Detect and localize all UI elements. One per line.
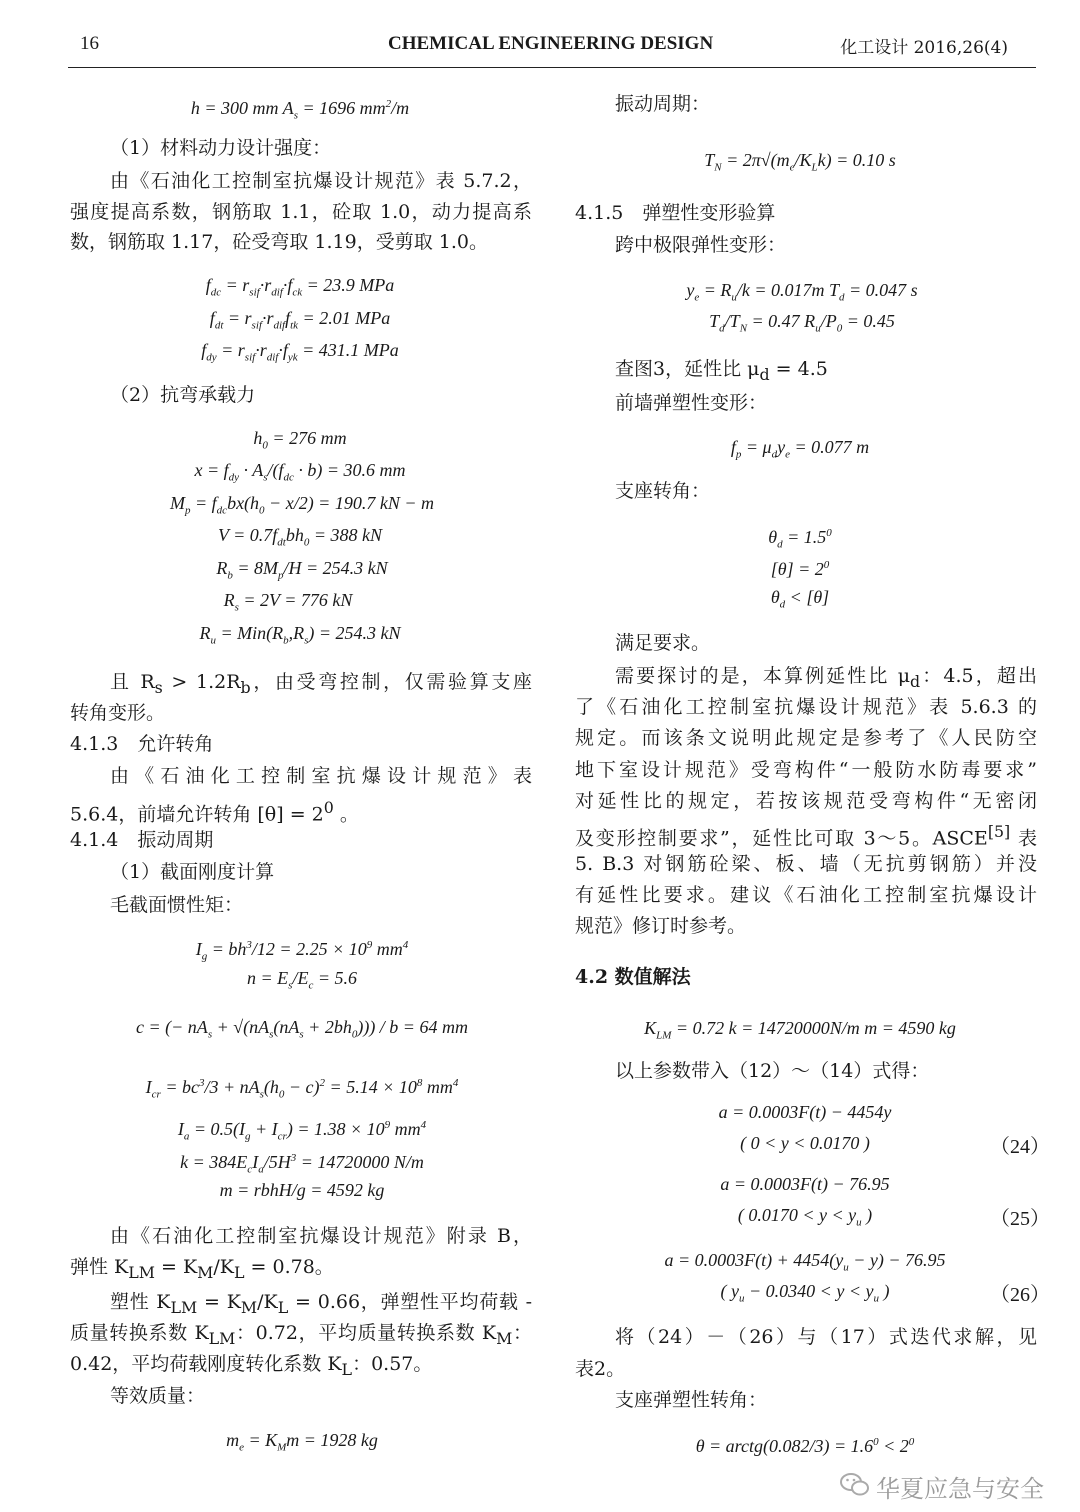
paragraph-line: 表2。	[575, 1358, 626, 1380]
section-heading: 4.1.3 允许转角	[70, 733, 214, 755]
equation: $m_e = K_Mm = 1928$ kg	[226, 1430, 378, 1454]
equation: $T_d/T_N = 0.47$ $R_u/P_0 = 0.45$	[709, 311, 895, 335]
header-rule	[68, 67, 1036, 68]
paragraph-line: 支座弹塑性转角：	[615, 1389, 768, 1411]
paragraph-line: 查图3，延性比 $\mu_d = 4.5$	[615, 358, 828, 384]
paragraph-line: 规范》修订时参考。	[575, 915, 747, 937]
paragraph-line: 5.6.4，前墙允许转角 $[\theta] = 2^0$ 。	[70, 798, 359, 826]
equation: $h_0 = 276$ mm	[253, 428, 347, 452]
equation: ( $0.0170 < y < y_u$ )	[737, 1205, 873, 1229]
section-heading: 4.1.5 弹塑性变形验算	[575, 202, 776, 224]
paragraph-line: 5. B.3 对钢筋砼梁、板、墙（无抗剪钢筋）并没	[575, 853, 1037, 875]
section-heading: 4.2 数值解法	[575, 966, 691, 988]
equation: $f_{dt} = r_{sif}\cdot r_{dif}f_{tk} = 2.01$ MPa	[209, 308, 391, 332]
equation: $f_p = \mu_dy_e = 0.077$ m	[730, 437, 870, 461]
equation: a = 0.0003F(t) − 4454y	[718, 1102, 892, 1122]
paragraph-line: （2）抗弯承载力	[110, 384, 256, 406]
paragraph-line: （1）材料动力设计强度：	[110, 137, 332, 159]
equation: $x = f_{dy} \cdot A_s/(f_{dc} \cdot b) = 30.6$ mm	[194, 460, 406, 484]
equation: $I_g = bh^3/12 = 2.25 \times 10^9$ $mm^4$	[195, 939, 409, 963]
paragraph-line: 弹性 $K_{LM} = K_M/K_L = 0.78$。	[70, 1256, 334, 1282]
equation: $M_p = f_{dc}bx(h_0 - x/2) = 190.7$ kN − m	[170, 493, 434, 517]
equation: $y_e = R_u/k = 0.017m$ $T_d = 0.047$ s	[686, 280, 918, 304]
watermark	[840, 1472, 1044, 1505]
equation: ( $y_u - 0.0340 < y < y_u$ )	[720, 1281, 890, 1305]
paragraph-line: 地下室设计规范》受弯构件“一般防水防毒要求”	[575, 759, 1037, 781]
paragraph-line: 以上参数带入（12）～（14）式得：	[615, 1060, 930, 1082]
paragraph-line: 满足要求。	[615, 632, 711, 654]
equation: $f_{dy} = r_{sif}\cdot r_{dif}\cdot f_{yk} = 431.1$ MPa	[201, 340, 399, 364]
paragraph-line: 对延性比的规定，若按该规范受弯构件“无密闭	[575, 790, 1037, 812]
paragraph-line: 由《石油化工控制室抗爆设计规范》附录 B，	[110, 1225, 532, 1247]
section-heading: 4.1.4 振动周期	[70, 829, 214, 851]
paragraph-line: 支座转角：	[615, 480, 711, 502]
journal-issue: 化工设计 2016,26(4)	[840, 38, 1008, 58]
equation: $I_{cr} = bc^3/3 + nA_s(h_0 - c)^2 = 5.14 \times 10^8$ $mm^4$	[145, 1077, 459, 1101]
equation: m = rbhH/g = 4592 kg	[219, 1180, 385, 1200]
equation: $T_N = 2\pi√(m_e/K_Lk) = 0.10$ s	[704, 150, 896, 174]
equation: $I_a = 0.5(I_g + I_{cr}) = 1.38 \times 10^9$ $mm^4$	[177, 1119, 427, 1143]
paragraph-line: 将（24）－（26）与（17）式迭代求解，见	[615, 1326, 1037, 1348]
paragraph-line: 强度提高系数，钢筋取 1.1，砼取 1.0，动力提高系	[70, 201, 532, 223]
paragraph-line: 跨中极限弹性变形：	[615, 234, 787, 256]
equation: $V = 0.7f_{dt}bh_0 = 388$ kN	[217, 525, 383, 549]
paragraph-line: 有延性比要求。建议《石油化工控制室抗爆设计	[575, 884, 1037, 906]
equation-number: （26）	[990, 1284, 1050, 1306]
paragraph-line: 等效质量：	[110, 1385, 206, 1407]
equation: h = 300 mm $A_s = 1696$ $mm^2/m$	[190, 98, 410, 122]
paragraph-line: 毛截面惯性矩：	[110, 894, 244, 916]
equation: $R_u = Min(R_b,R_s) = 254.3$ kN	[199, 623, 401, 647]
paragraph-line: 需要探讨的是，本算例延性比 $\mu_d$：4.5，超出	[615, 665, 1037, 691]
equation: $R_b = 8M_p/H = 254.3$ kN	[216, 558, 388, 582]
watermark-text: 华夏应急与安全	[876, 1474, 1044, 1503]
equation: ( 0 < y < 0.0170 )	[740, 1133, 870, 1153]
equation: $k = 384E_cI_a/5H^3 = 14720000$ N/m	[180, 1152, 424, 1176]
paragraph-line: （1）截面刚度计算	[110, 861, 275, 883]
equation: $a = 0.0003F(t) + 4454(y_u - y) - 76.95$	[664, 1250, 946, 1274]
equation: $\theta_d < [\theta]$	[770, 587, 830, 611]
paragraph-line: 塑性 $K_{LM} = K_M/K_L = 0.66$，弹塑性平均荷载 -	[110, 1291, 533, 1317]
equation: c = (− $nA_s + √(nA_s(nA_s + 2bh_0))) / b = 64$ mm	[136, 1017, 468, 1041]
equation: $R_s = 2V = 776$ kN	[223, 590, 353, 614]
equation-number: （25）	[990, 1208, 1050, 1230]
paragraph-line: 由《石油化工控制室抗爆设计规范》表 5.7.2，	[110, 170, 532, 192]
paragraph-line: 规定。而该条文说明此规定是参考了《人民防空	[575, 727, 1037, 749]
paragraph-line: 0.42，平均荷载刚度转化系数 $K_L$：0.57。	[70, 1353, 433, 1379]
paragraph-line: 由《石油化工控制室抗爆设计规范》表	[110, 765, 532, 787]
paragraph-line: 振动周期：	[615, 93, 711, 115]
equation: $\theta_d = 1.5^0$	[768, 527, 832, 551]
paragraph-line: 质量转换系数 $K_{LM}$：0.72，平均质量转换系数 $K_M$：	[70, 1322, 532, 1348]
equation: a = 0.0003F(t) − 76.95	[720, 1174, 890, 1194]
paragraph-line: 且 $R_s > 1.2R_b$，由受弯控制，仅需验算支座	[110, 671, 532, 697]
equation: $[\theta] = 2^0$	[770, 559, 830, 579]
paragraph-line: 数，钢筋取 1.17，砼受弯取 1.19，受剪取 1.0。	[70, 231, 488, 253]
paragraph-line: 前墙弹塑性变形：	[615, 392, 768, 414]
paragraph-line: 了《石油化工控制室抗爆设计规范》表 5.6.3 的	[575, 696, 1037, 718]
paragraph-line: 及变形控制要求”，延性比可取 3～5。ASCE[5] 表	[575, 822, 1037, 850]
equation-number: （24）	[990, 1136, 1050, 1158]
journal-title: CHEMICAL ENGINEERING DESIGN	[388, 33, 714, 54]
equation: $K_{LM} = 0.72$ k = 14720000N/m m = 4590 kg	[644, 1018, 956, 1042]
equation: $n = E_s/E_c = 5.6$	[247, 968, 357, 992]
paragraph-line: 转角变形。	[70, 702, 166, 724]
equation: $f_{dc} = r_{sif}\cdot r_{dif}\cdot f_{ck} = 23.9$ MPa	[205, 275, 395, 299]
wechat-icon	[840, 1472, 870, 1505]
equation: θ = arctg(0.082/3) = $1.6^0 < 2^0$	[695, 1436, 915, 1456]
page-number: 16	[80, 33, 99, 54]
